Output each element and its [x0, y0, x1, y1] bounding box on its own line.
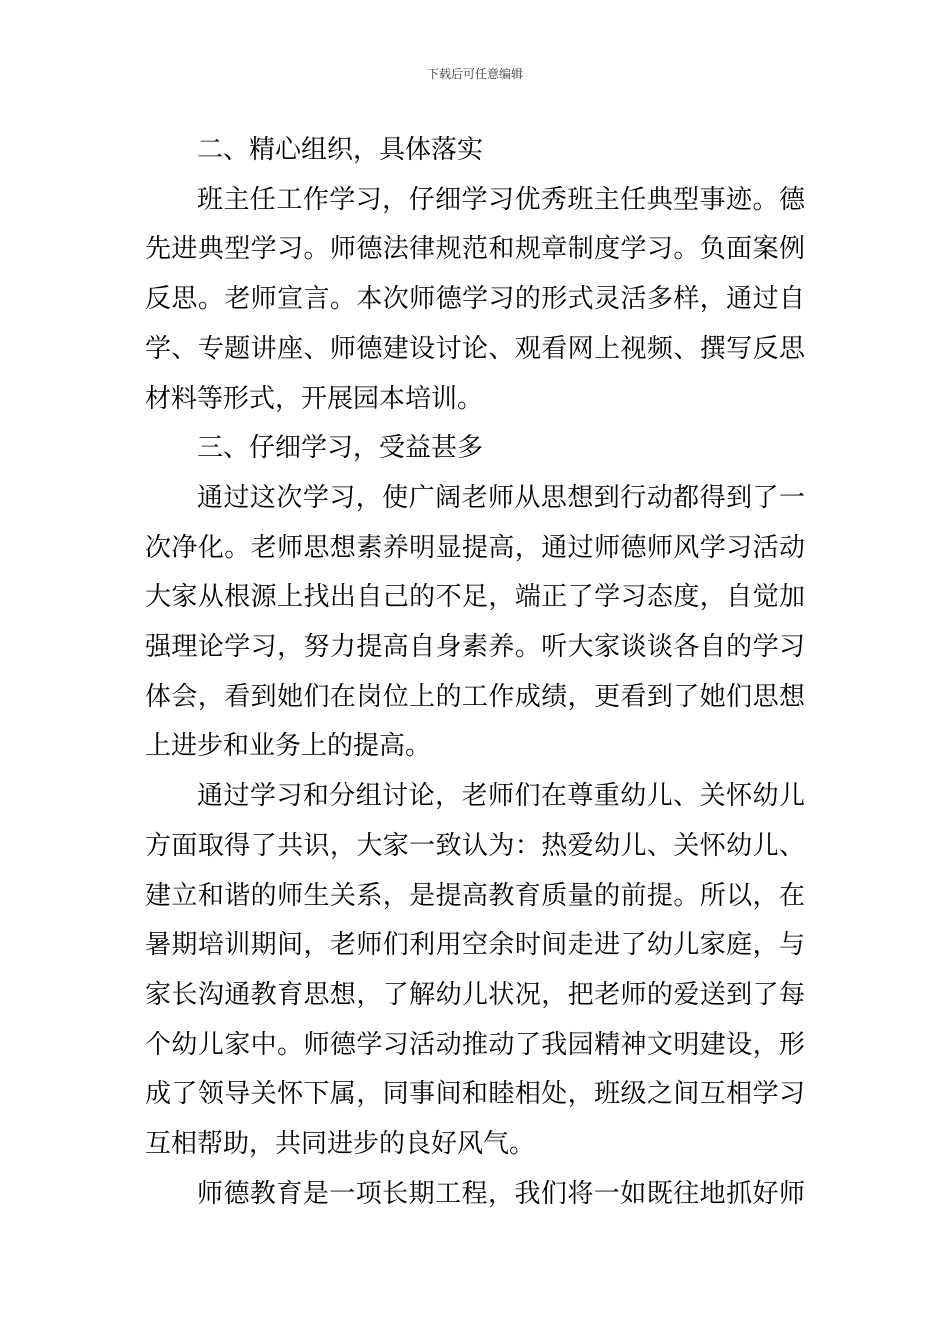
section-heading-3: 三、仔细学习，受益甚多	[197, 433, 484, 464]
paragraph-line: 家长沟通教育思想，了解幼儿状况，把老师的爱送到了每	[145, 979, 805, 1010]
paragraph-line: 强理论学习，努力提高自身素养。听大家谈谈各自的学习	[145, 632, 805, 663]
paragraph-line: 通过学习和分组讨论，老师们在尊重幼儿、关怀幼儿	[197, 781, 805, 812]
document-body	[145, 126, 805, 1219]
paragraph-line: 暑期培训期间，老师们利用空余时间走进了幼儿家庭，与	[145, 930, 805, 961]
paragraph-line: 学、专题讲座、师德建设讨论、观看网上视频、撰写反思	[145, 333, 805, 364]
paragraph-line: 上进步和业务上的提高。	[145, 731, 432, 762]
section-heading-2: 二、精心组织，具体落实	[197, 135, 484, 165]
paragraph-line: 班主任工作学习，仔细学习优秀班主任典型事迹。德	[197, 184, 805, 215]
paragraph-line: 互相帮助，共同进步的良好风气。	[145, 1129, 536, 1160]
page-header: 下载后可任意编辑	[426, 67, 523, 81]
paragraph-line: 大家从根源上找出自己的不足，端正了学习态度，自觉加	[145, 582, 805, 613]
paragraph-line: 个幼儿家中。师德学习活动推动了我园精神文明建设，形	[145, 1029, 805, 1060]
paragraph-line: 师德教育是一项长期工程，我们将一如既往地抓好师	[197, 1178, 805, 1209]
paragraph-line: 先进典型学习。师德法律规范和规章制度学习。负面案例	[145, 234, 805, 265]
paragraph-line: 材料等形式，开展园本培训。	[145, 383, 484, 414]
paragraph-line: 反思。老师宣言。本次师德学习的形式灵活多样，通过自	[145, 284, 805, 315]
paragraph-line: 建立和谐的师生关系，是提高教育质量的前提。所以，在	[145, 880, 805, 911]
paragraph-line: 通过这次学习，使广阔老师从思想到行动都得到了一	[197, 482, 805, 513]
paragraph-line: 方面取得了共识，大家一致认为：热爱幼儿、关怀幼儿、	[145, 830, 805, 861]
paragraph-line: 体会，看到她们在岗位上的工作成绩，更看到了她们思想	[145, 681, 805, 712]
paragraph-line: 成了领导关怀下属，同事间和睦相处，班级之间互相学习	[145, 1079, 805, 1110]
paragraph-line: 次净化。老师思想素养明显提高，通过师德师风学习活动	[145, 532, 805, 563]
